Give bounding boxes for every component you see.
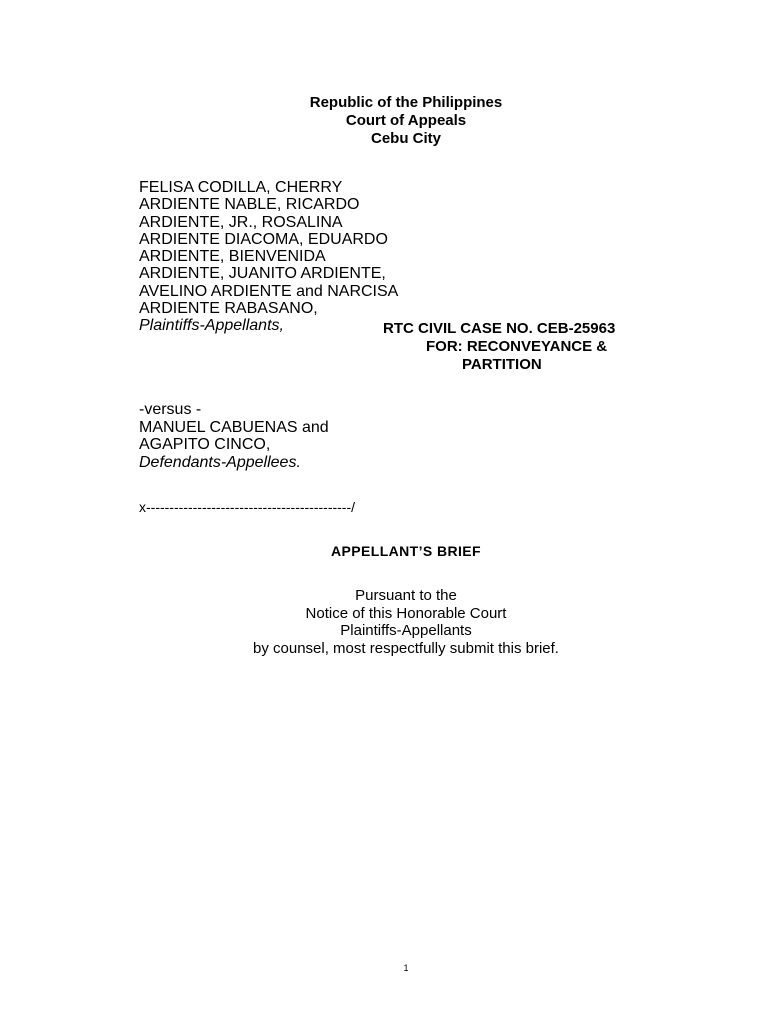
case-number: RTC CIVIL CASE NO. CEB-25963 — [383, 320, 616, 337]
defendant-line: MANUEL CABUENAS and — [139, 418, 329, 436]
header-city: Cebu City — [370, 130, 441, 147]
header-republic: Republic of the Philippines — [309, 94, 503, 111]
plaintiff-line: ARDIENTE DIACOMA, EDUARDO — [139, 230, 388, 248]
plaintiff-line: ARDIENTE, BIENVENIDA — [139, 248, 326, 266]
caption-separator: x--------------------------------------------/ — [139, 499, 356, 515]
case-nature-line2: PARTITION — [462, 356, 542, 373]
versus-label: -versus - — [139, 401, 202, 418]
intro-line: Plaintiffs-Appellants — [340, 622, 472, 639]
intro-line: by counsel, most respectfully submit this brief. — [253, 639, 559, 657]
case-info-block — [383, 320, 615, 374]
plaintiff-line: ARDIENTE NABLE, RICARDO — [139, 196, 360, 214]
defendants-block — [139, 401, 329, 472]
intro-paragraph — [0, 587, 768, 657]
defendants-role: Defendants-Appellees. — [139, 454, 301, 472]
defendant-line: AGAPITO CINCO, — [139, 436, 271, 454]
plaintiff-line: AVELINO ARDIENTE and NARCISA — [139, 282, 399, 300]
plaintiff-line: ARDIENTE, JR., ROSALINA — [139, 213, 343, 231]
header-court: Court of Appeals — [345, 112, 467, 129]
brief-title: APPELLANT’S BRIEF — [331, 543, 481, 559]
page-number: 1 — [403, 963, 409, 973]
plaintiffs-role: Plaintiffs-Appellants, — [139, 317, 284, 335]
intro-line: Pursuant to the — [355, 587, 457, 604]
plaintiff-line: ARDIENTE, JUANITO ARDIENTE, — [139, 265, 386, 283]
plaintiff-line: FELISA CODILLA, CHERRY — [139, 179, 343, 196]
intro-line: Notice of this Honorable Court — [305, 604, 507, 622]
court-header — [0, 94, 768, 148]
plaintiffs-block — [139, 179, 398, 335]
case-nature-line1: FOR: RECONVEYANCE & — [426, 338, 608, 355]
plaintiff-line: ARDIENTE RABASANO, — [139, 300, 318, 318]
